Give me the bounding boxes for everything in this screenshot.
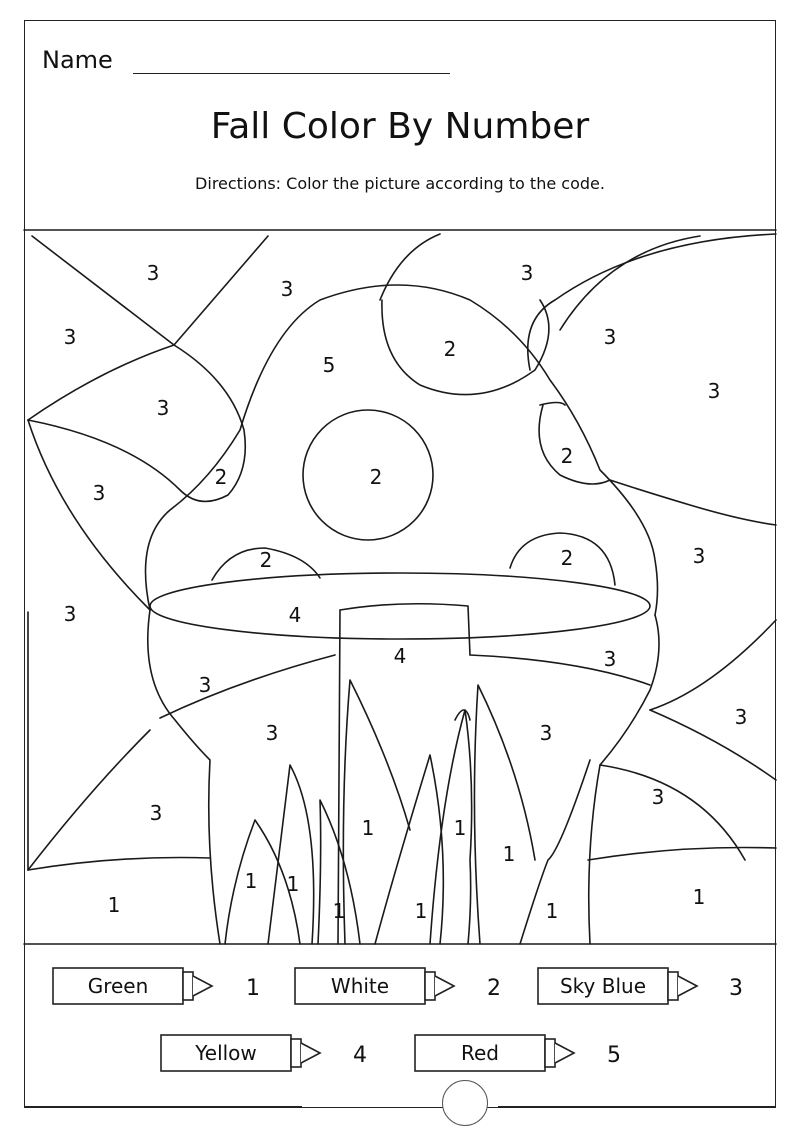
region-number: 1 (332, 899, 346, 923)
region-number: 3 (156, 396, 170, 420)
region-number: 5 (322, 353, 336, 377)
region-number: 1 (414, 899, 428, 923)
crayon-yellow (160, 1033, 330, 1075)
region-number: 3 (146, 261, 160, 285)
name-label: Name (42, 46, 113, 74)
region-number: 3 (520, 261, 534, 285)
region-number: 1 (545, 899, 559, 923)
region-number: 1 (692, 885, 706, 909)
divider (498, 1106, 776, 1107)
divider (24, 1106, 302, 1107)
page-title: Fall Color By Number (210, 106, 590, 147)
crayon-green (52, 966, 222, 1008)
region-number: 3 (63, 602, 77, 626)
key-number: 3 (729, 976, 743, 1001)
region-number: 3 (692, 544, 706, 568)
region-number: 2 (259, 548, 273, 572)
region-number: 1 (361, 816, 375, 840)
crayon-red (414, 1033, 584, 1075)
region-number: 2 (214, 465, 228, 489)
crayon-label: Red (461, 1041, 499, 1065)
region-number: 3 (198, 673, 212, 697)
region-number: 2 (443, 337, 457, 361)
region-number: 3 (63, 325, 77, 349)
home-button[interactable] (442, 1080, 488, 1126)
region-number: 2 (560, 546, 574, 570)
region-number: 4 (393, 644, 407, 668)
key-number: 2 (487, 976, 501, 1001)
crayon-label: Sky Blue (559, 974, 647, 998)
region-number: 3 (92, 481, 106, 505)
region-number: 3 (707, 379, 721, 403)
key-number: 1 (246, 976, 260, 1001)
region-number: 3 (265, 721, 279, 745)
region-number: 1 (107, 893, 121, 917)
region-number: 1 (502, 842, 516, 866)
crayon-sky-blue (537, 966, 707, 1008)
region-number: 3 (280, 277, 294, 301)
region-number: 3 (603, 647, 617, 671)
crayon-label: Yellow (195, 1041, 257, 1065)
region-number: 1 (453, 816, 467, 840)
region-number: 3 (734, 705, 748, 729)
crayon-label: Green (87, 974, 149, 998)
region-number: 2 (369, 465, 383, 489)
key-number: 4 (353, 1043, 367, 1068)
key-number: 5 (607, 1043, 621, 1068)
region-number: 3 (539, 721, 553, 745)
region-number: 3 (149, 801, 163, 825)
region-number: 1 (286, 872, 300, 896)
region-number: 4 (288, 603, 302, 627)
region-number: 3 (603, 325, 617, 349)
region-number: 1 (244, 869, 258, 893)
region-number: 2 (560, 444, 574, 468)
crayon-label: White (330, 974, 390, 998)
directions-text: Directions: Color the picture according to the code. (195, 174, 605, 193)
region-number: 3 (651, 785, 665, 809)
crayon-white (294, 966, 464, 1008)
